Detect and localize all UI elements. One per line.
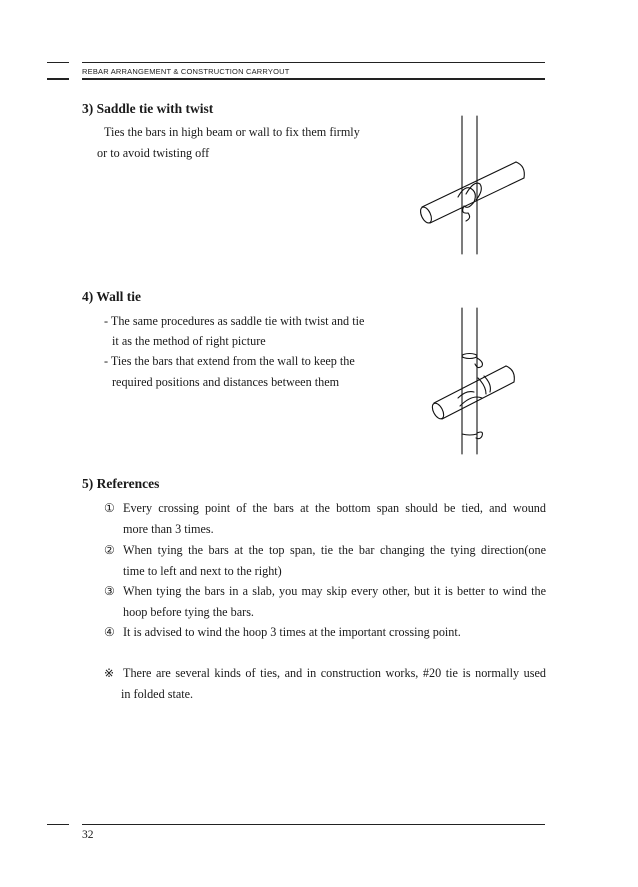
reference-item-2 — [104, 540, 546, 582]
note — [104, 663, 546, 705]
reference-item-4-line-1: It is advised to wind the hoop 3 times at the important crossing point. — [123, 625, 461, 639]
header-rule-top — [82, 62, 545, 63]
reference-marker-4: ④ — [104, 625, 115, 639]
wall-tie-illustration — [420, 302, 550, 462]
reference-marker-1: ① — [104, 501, 115, 515]
reference-item-3-line-1: When tying the bars in a slab, you may skip every other, but it is better to wind the — [123, 584, 546, 598]
reference-marker-3: ③ — [104, 584, 115, 598]
section-3-line-2: or to avoid twisting off — [97, 146, 210, 160]
section-4-bullet-1-line-2: it as the method of right picture — [112, 334, 266, 348]
reference-item-3-line-2: hoop before tying the bars. — [123, 605, 254, 619]
saddle-tie-illustration — [408, 110, 538, 260]
page-number: 32 — [82, 829, 94, 841]
running-title: REBAR ARRANGEMENT & CONSTRUCTION CARRYOUT — [82, 67, 290, 76]
section-4-bullet-2-line-2: required positions and distances between them — [112, 375, 340, 389]
reference-item-2-line-2: time to left and next to the right) — [123, 564, 282, 578]
footer-rule — [82, 824, 545, 825]
reference-item-2-line-1: When tying the bars at the top span, tie the bar changing the tying direction(one — [123, 543, 546, 557]
reference-marker-2: ② — [104, 543, 115, 557]
section-3-line-1: Ties the bars in high beam or wall to fix them firmly — [104, 125, 360, 139]
reference-item-1-line-1: Every crossing point of the bars at the bottom span should be tied, and wound — [123, 501, 546, 515]
section-5-heading: 5) References — [82, 476, 160, 491]
section-4-bullet-1-line-1: - The same procedures as saddle tie with twist and tie — [104, 314, 365, 328]
reference-item-1-line-2: more than 3 times. — [123, 522, 214, 536]
reference-item-1 — [104, 498, 546, 540]
footer-short-rule — [47, 824, 69, 825]
header-rule-bottom — [82, 78, 545, 80]
note-marker: ※ — [104, 666, 115, 680]
reference-item-3 — [104, 581, 546, 623]
header-short-rule — [47, 62, 69, 63]
reference-item-4 — [104, 622, 546, 643]
header-rule-bottom-short — [47, 78, 69, 80]
section-4-bullet-2-line-1: - Ties the bars that extend from the wall to keep the — [104, 354, 355, 368]
section-3-heading: 3) Saddle tie with twist — [82, 101, 214, 116]
note-line-1: There are several kinds of ties, and in construction works, #20 tie is normally used — [123, 666, 546, 680]
note-line-2: in folded state. — [121, 687, 194, 701]
section-4-heading: 4) Wall tie — [82, 289, 141, 304]
